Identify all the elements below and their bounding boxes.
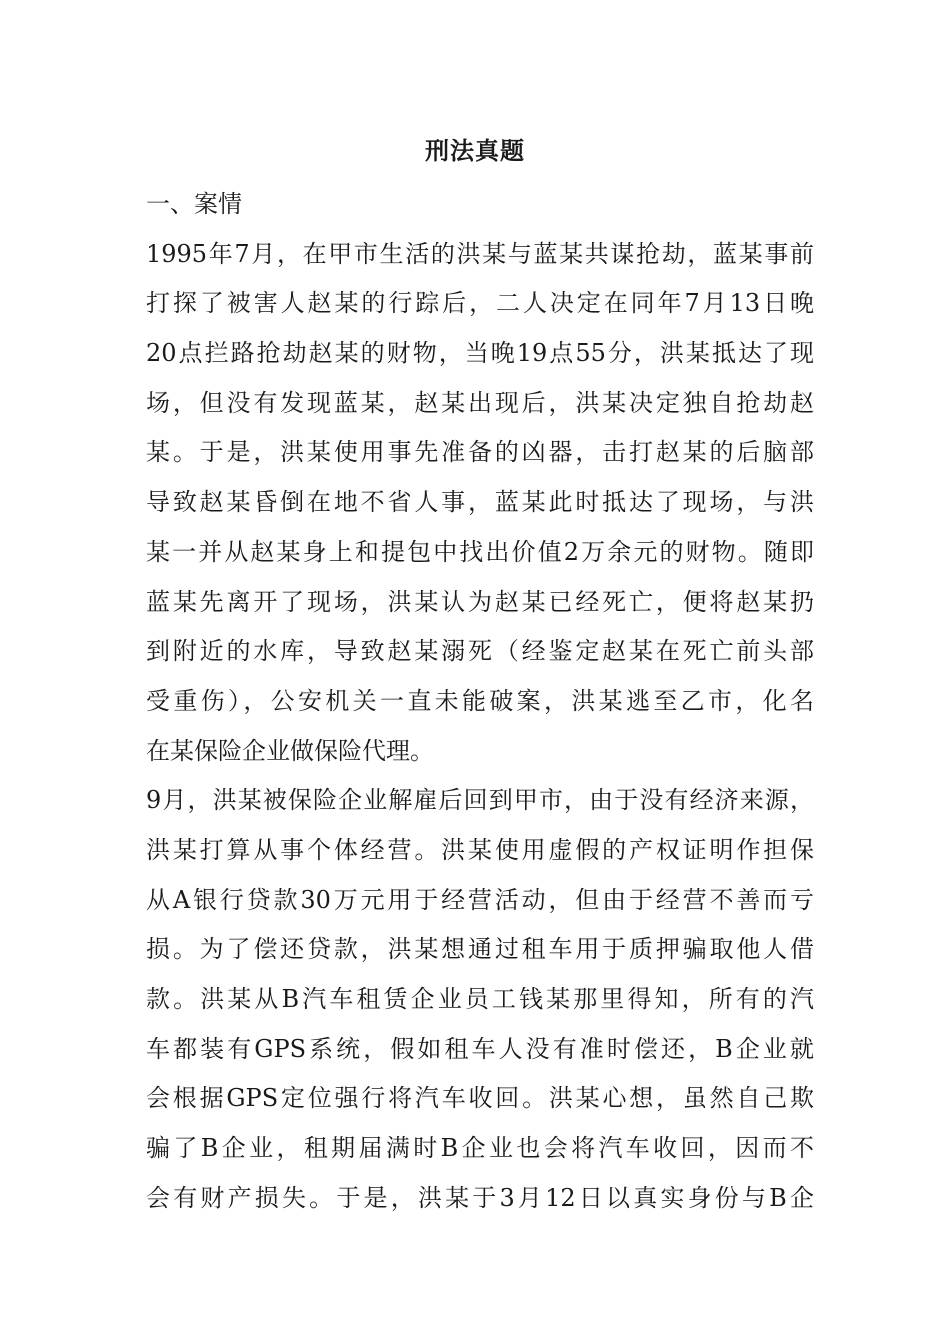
document-body (146, 180, 814, 1223)
paragraph-line: 打探了被害人赵某的行踪后，二人决定在同年7月13日晚 (146, 289, 814, 318)
paragraph-line: 在某保险企业做保险代理。 (146, 736, 434, 765)
paragraph-line: 20点拦路抢劫赵某的财物，当晚19点55分，洪某抵达了现 (146, 339, 814, 368)
paragraph-line: 骗了B企业，租期届满时B企业也会将汽车收回，因而不 (146, 1134, 814, 1163)
paragraph-line: 1995年7月，在甲市生活的洪某与蓝某共谋抢劫，蓝某事前 (146, 239, 814, 268)
section-heading: 一、案情 (146, 190, 242, 218)
paragraph-line: 场，但没有发现蓝某，赵某出现后，洪某决定独自抢劫赵 (146, 388, 814, 417)
paragraph-line: 从A银行贷款30万元用于经营活动，但由于经营不善而亏 (146, 885, 814, 914)
document-title: 刑法真题 (425, 136, 525, 165)
paragraph-line: 蓝某先离开了现场，洪某认为赵某已经死亡，便将赵某扔 (146, 587, 814, 616)
paragraph-line: 9月，洪某被保险企业解雇后回到甲市，由于没有经济来源， (146, 786, 814, 815)
paragraph-line: 洪某打算从事个体经营。洪某使用虚假的产权证明作担保 (146, 835, 814, 864)
paragraph-line: 车都装有GPS系统，假如租车人没有准时偿还，B企业就 (146, 1034, 814, 1063)
paragraph-line: 某一并从赵某身上和提包中找出价值2万余元的财物。随即 (146, 537, 814, 566)
paragraph-line: 导致赵某昏倒在地不省人事，蓝某此时抵达了现场，与洪 (146, 488, 814, 517)
paragraph-line: 某。于是，洪某使用事先准备的凶器，击打赵某的后脑部 (146, 438, 814, 467)
paragraph-line: 会有财产损失。于是，洪某于3月12日以真实身份与B企 (146, 1183, 814, 1212)
paragraph-line: 会根据GPS定位强行将汽车收回。洪某心想，虽然自己欺 (146, 1084, 814, 1113)
paragraph-line: 受重伤），公安机关一直未能破案，洪某逃至乙市，化名 (146, 686, 814, 715)
paragraph-line: 到附近的水库，导致赵某溺死（经鉴定赵某在死亡前头部 (146, 637, 814, 666)
paragraph-line: 损。为了偿还贷款，洪某想通过租车用于质押骗取他人借 (146, 935, 814, 964)
paragraph-line: 款。洪某从B汽车租赁企业员工钱某那里得知，所有的汽 (146, 985, 814, 1013)
